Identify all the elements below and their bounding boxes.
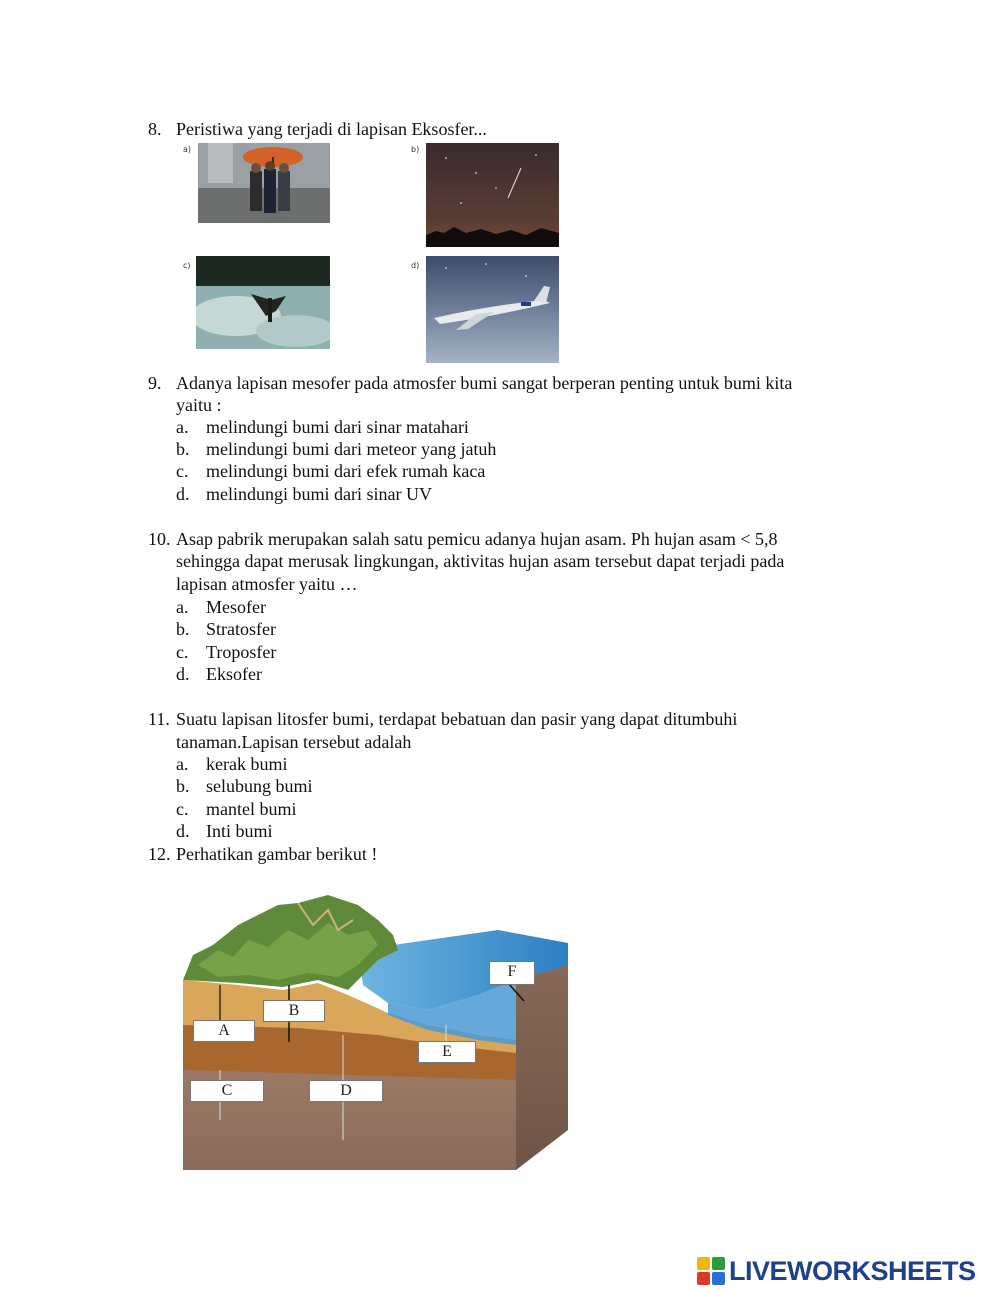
liveworksheets-logo[interactable] — [697, 1256, 976, 1286]
q8-image-d — [426, 256, 559, 363]
q11-option-b-letter: b. — [176, 776, 190, 796]
q10-option-d-letter: d. — [176, 664, 190, 684]
q10-question-line2: sehingga dapat merusak lingkungan, aktivitas hujan asam tersebut dapat terjadi pada — [176, 551, 785, 571]
diagram-label-f: F — [489, 961, 535, 985]
q9-option-c[interactable]: melindungi bumi dari efek rumah kaca — [206, 461, 486, 481]
q10-question-line3: lapisan atmosfer yaitu … — [176, 574, 358, 594]
q11-option-d[interactable]: Inti bumi — [206, 821, 273, 841]
diagram-label-d: D — [309, 1080, 383, 1102]
q10-option-a-letter: a. — [176, 597, 189, 617]
q11-question-line2: tanaman.Lapisan tersebut adalah — [176, 732, 412, 752]
diagram-label-b: B — [263, 1000, 325, 1022]
q9-question-line1: Adanya lapisan mesofer pada atmosfer bumi sangat berperan penting untuk bumi kita — [176, 373, 793, 393]
q8-image-b — [426, 143, 559, 247]
q10-option-a[interactable]: Mesofer — [206, 597, 266, 617]
q8-image-c — [196, 256, 330, 349]
q12-question: Perhatikan gambar berikut ! — [176, 844, 378, 864]
q8-image-a — [198, 143, 330, 223]
q12-number: 12. — [148, 844, 171, 864]
q8-image-a-label: a) — [183, 145, 192, 154]
q9-option-a[interactable]: melindungi bumi dari sinar matahari — [206, 417, 469, 437]
q11-option-c[interactable]: mantel bumi — [206, 799, 297, 819]
q9-option-c-letter: c. — [176, 461, 189, 481]
q9-number: 9. — [148, 373, 162, 393]
q10-option-b[interactable]: Stratosfer — [206, 619, 276, 639]
liveworksheets-logo-icon — [697, 1257, 725, 1285]
q10-option-c-letter: c. — [176, 642, 189, 662]
q9-option-d-letter: d. — [176, 484, 190, 504]
diagram-label-e: E — [418, 1041, 476, 1063]
q9-question-line2: yaitu : — [176, 395, 222, 415]
q8-image-b-label: b) — [411, 145, 420, 154]
q8-number: 8. — [148, 119, 162, 139]
q10-option-c[interactable]: Troposfer — [206, 642, 277, 662]
q10-option-d[interactable]: Eksofer — [206, 664, 262, 684]
q11-option-a[interactable]: kerak bumi — [206, 754, 288, 774]
q11-option-c-letter: c. — [176, 799, 189, 819]
q10-number: 10. — [148, 529, 171, 549]
q9-option-b-letter: b. — [176, 439, 190, 459]
liveworksheets-logo-text: LIVEWORKSHEETS — [729, 1255, 976, 1286]
q11-number: 11. — [148, 709, 170, 729]
q11-option-a-letter: a. — [176, 754, 189, 774]
diagram-label-a: A — [193, 1020, 255, 1042]
q8-image-c-label: c) — [183, 261, 191, 270]
q9-option-d[interactable]: melindungi bumi dari sinar UV — [206, 484, 432, 504]
q11-option-b[interactable]: selubung bumi — [206, 776, 313, 796]
q9-option-b[interactable]: melindungi bumi dari meteor yang jatuh — [206, 439, 497, 459]
q11-question-line1: Suatu lapisan litosfer bumi, terdapat bebatuan dan pasir yang dapat ditumbuhi — [176, 709, 738, 729]
diagram-label-c: C — [190, 1080, 264, 1102]
q9-option-a-letter: a. — [176, 417, 189, 437]
q11-option-d-letter: d. — [176, 821, 190, 841]
q10-question-line1: Asap pabrik merupakan salah satu pemicu adanya hujan asam. Ph hujan asam < 5,8 — [176, 529, 778, 549]
q10-option-b-letter: b. — [176, 619, 190, 639]
q8-image-d-label: d) — [411, 261, 420, 270]
q8-question: Peristiwa yang terjadi di lapisan Eksosfer... — [176, 119, 487, 139]
